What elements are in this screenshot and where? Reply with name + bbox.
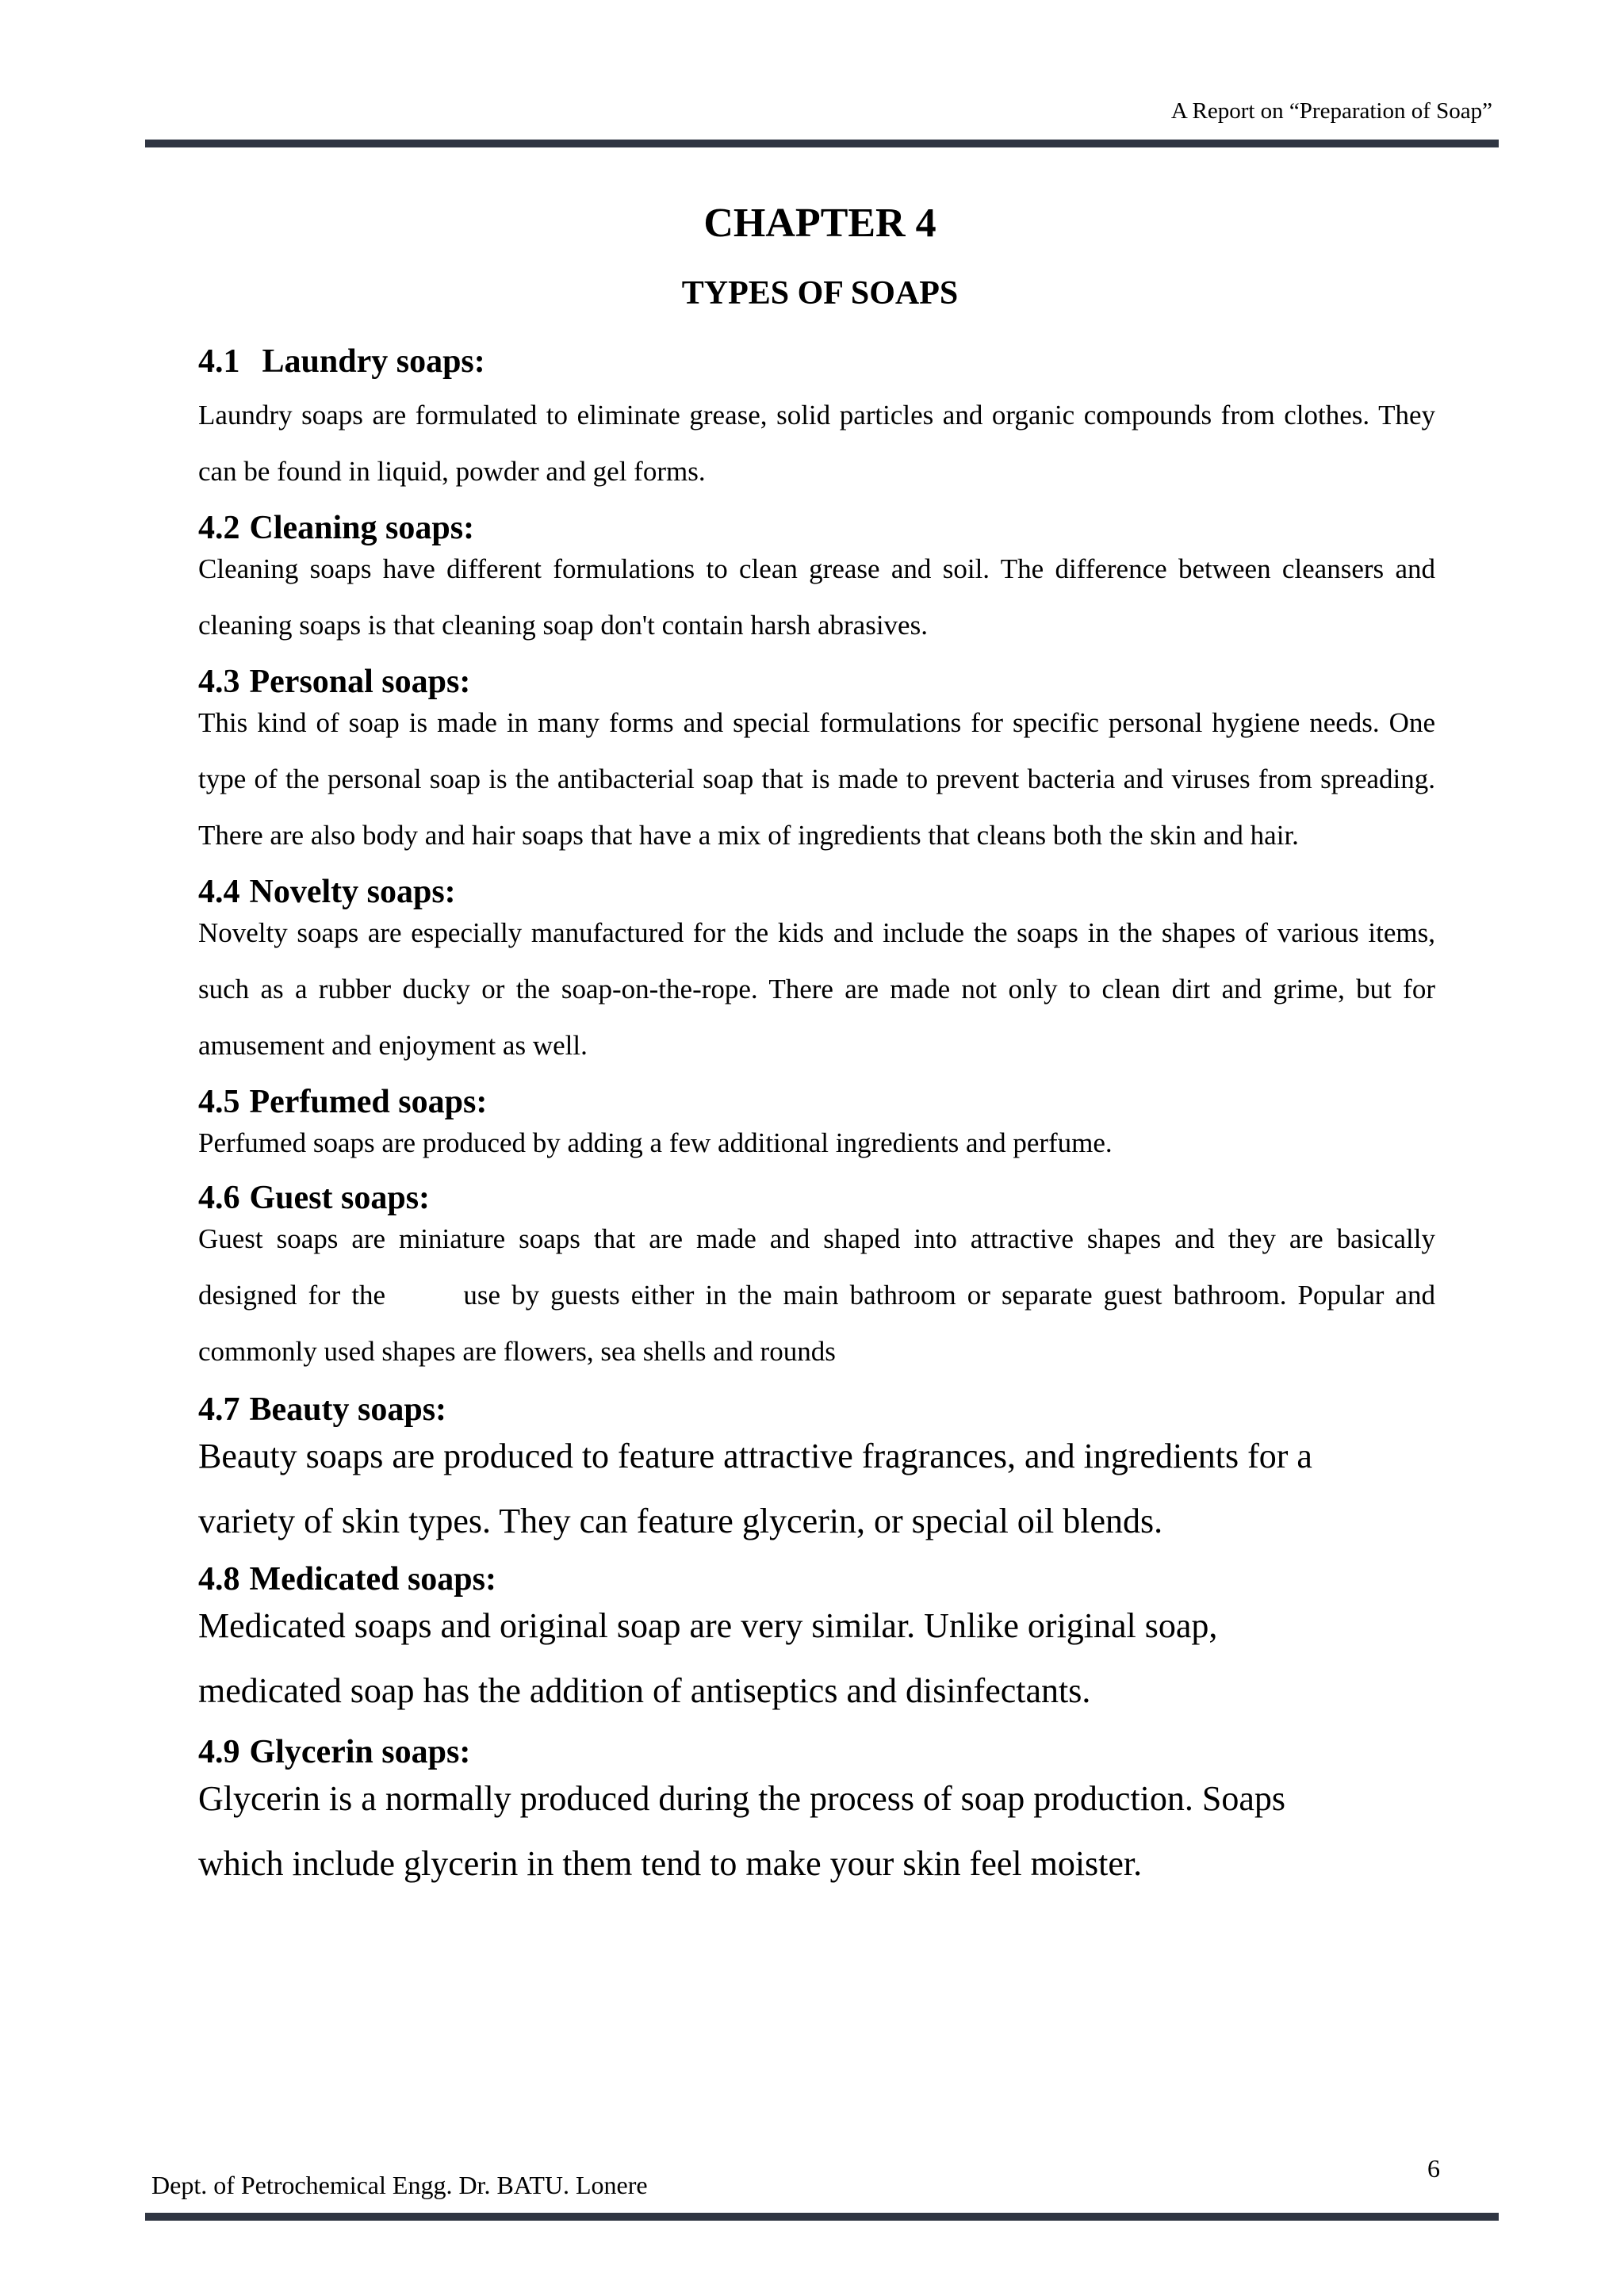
section-personal-soaps <box>198 661 1435 863</box>
chapter-subtitle: TYPES OF SOAPS <box>681 275 959 312</box>
section-title: Glycerin soaps: <box>249 1734 471 1770</box>
chapter-content <box>198 341 1442 1896</box>
section-cleaning-soaps <box>198 507 1435 653</box>
header-rule <box>145 140 1499 147</box>
section-paragraph: medicated soap has the addition of antiseptics and disinfectants. <box>198 1671 1091 1710</box>
section-heading <box>198 341 1435 382</box>
section-novelty-soaps <box>198 871 1435 1073</box>
section-number: 4.2 <box>198 510 240 546</box>
section-title: Cleaning soaps: <box>249 510 475 546</box>
section-number: 4.7 <box>198 1391 240 1428</box>
section-paragraph: which include glycerin in them tend to make your skin feel moister. <box>198 1844 1143 1883</box>
section-title: Perfumed soaps: <box>249 1084 488 1120</box>
section-title: Medicated soaps: <box>249 1561 496 1598</box>
section-number: 4.9 <box>198 1734 240 1770</box>
section-paragraph: Glycerin is a normally produced during the process of soap production. Soaps <box>198 1779 1286 1818</box>
section-paragraph: This kind of soap is made in many forms and special formulations for specific personal hygiene needs. One type of the personal soap is the antibacterial soap that is made to prevent bacteria and viruses from spreading. There are also body and hair soaps that have a mix of ingredients that cleans both the skin and hair. <box>198 707 1435 851</box>
section-number: 4.6 <box>198 1180 240 1216</box>
section-number: 4.5 <box>198 1084 240 1120</box>
section-beauty-soaps <box>198 1389 1435 1554</box>
section-paragraph: Novelty soaps are especially manufactured for the kids and include the soaps in the shapes of various items, such as a rubber ducky or the soap-on-the-rope. There are made not only to clean dirt and grime, but for amusement and enjoyment as well. <box>198 917 1435 1061</box>
page-number: 6 <box>1427 2154 1440 2183</box>
footer-rule <box>145 2213 1499 2221</box>
section-title: Guest soaps: <box>249 1180 431 1216</box>
section-number: 4.8 <box>198 1561 240 1598</box>
section-number: 4.1 <box>198 343 240 380</box>
section-number: 4.3 <box>198 664 240 700</box>
section-title: Laundry soaps: <box>262 343 485 380</box>
section-number: 4.4 <box>198 874 240 910</box>
section-title: Beauty soaps: <box>249 1391 447 1428</box>
running-header: A Report on “Preparation of Soap” <box>1170 98 1492 124</box>
section-laundry-soaps <box>198 341 1435 499</box>
section-guest-soaps <box>198 1177 1442 1380</box>
section-paragraph: Laundry soaps are formulated to eliminate grease, solid particles and organic compounds from clothes. They can be found in liquid, powder and gel forms. <box>198 400 1435 487</box>
section-title: Personal soaps: <box>249 664 471 700</box>
section-paragraph: Perfumed soaps are produced by adding a few additional ingredients and perfume. <box>198 1127 1113 1158</box>
section-paragraph: variety of skin types. They can feature glycerin, or special oil blends. <box>198 1502 1163 1540</box>
section-paragraph: Medicated soaps and original soap are very similar. Unlike original soap, <box>198 1606 1218 1645</box>
section-paragraph: Guest soaps are miniature soaps that are made and shaped into attractive shapes and they are basically designed for the use by guests either in the main bathroom or separate guest bathroom. Popular and commonly used shapes are flowers, sea shells and rounds <box>198 1223 1442 1367</box>
section-medicated-soaps <box>198 1559 1435 1724</box>
section-perfumed-soaps <box>198 1081 1435 1171</box>
section-title: Novelty soaps: <box>249 874 456 910</box>
footer-department: Dept. of Petrochemical Engg. Dr. BATU. Lonere <box>151 2171 648 2199</box>
chapter-title: CHAPTER 4 <box>703 201 936 246</box>
section-glycerin-soaps <box>198 1732 1435 1896</box>
section-paragraph: Cleaning soaps have different formulations to clean grease and soil. The difference between cleansers and cleaning soaps is that cleaning soap don't contain harsh abrasives. <box>198 553 1435 641</box>
section-paragraph: Beauty soaps are produced to feature attractive fragrances, and ingredients for a <box>198 1437 1312 1475</box>
